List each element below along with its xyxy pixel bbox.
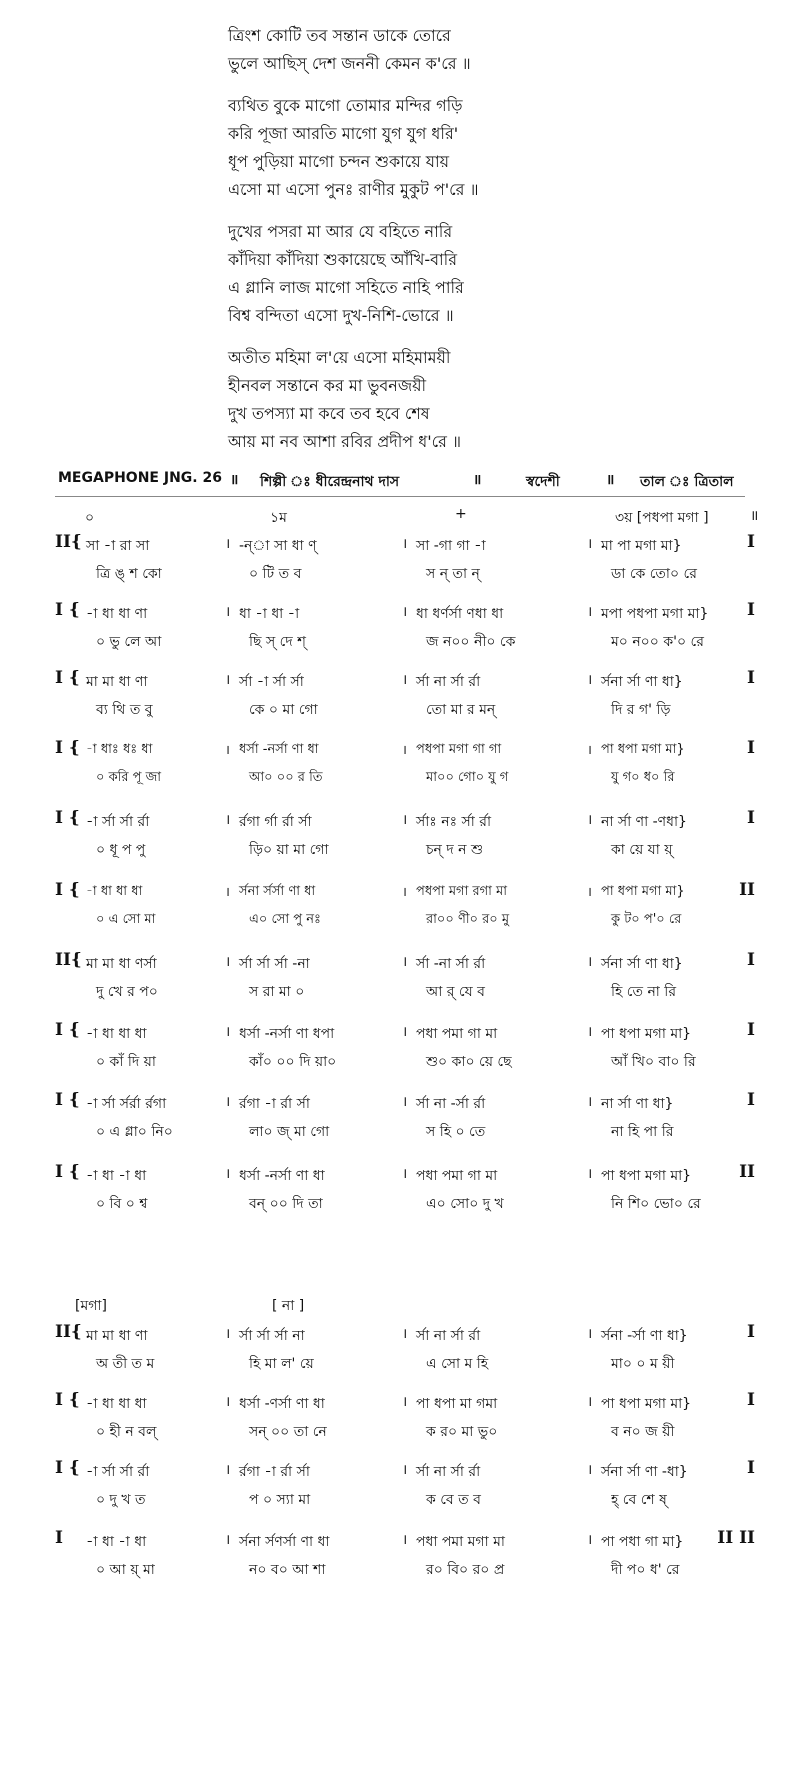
beat-marker: ৩য় [পধপা মগা ]: [615, 510, 709, 526]
annotation: [ না ]: [272, 1298, 305, 1314]
swaralipi-group: -া ধা ধা ণা: [86, 606, 148, 622]
lyric-syllables: মা০০ গো০ যু গ: [426, 770, 509, 785]
header-separator: ॥: [473, 472, 482, 488]
swaralipi-group: মা মা ধা ণর্সা: [86, 956, 157, 972]
swaralipi-group: -া ধা ধা ধা: [86, 1396, 147, 1412]
bar-line-end: II: [739, 880, 755, 900]
lyric-syllables: ০ করি পূ জা: [96, 770, 162, 785]
bar-line-start: II{: [55, 532, 82, 552]
bar-line-start: I {: [55, 880, 80, 900]
lyric-syllables: স ন্ তা ন্: [426, 566, 480, 582]
beat-divider: ।: [402, 672, 408, 688]
swaralipi-group: র্সা না র্সা র্রা: [416, 1464, 481, 1480]
beat-divider: ।: [402, 1326, 408, 1342]
swaralipi-group: না র্সা ণা ধা}: [601, 1096, 674, 1112]
lyric-syllables: চন্ দ ন শু: [426, 842, 484, 858]
swaralipi-group: ধর্সা -ণর্সা ণা ধা: [239, 1396, 325, 1412]
bar-line-end: I: [747, 1458, 755, 1478]
notation-row: [55, 1528, 755, 1584]
bar-line-end: II: [739, 1162, 755, 1182]
lyric-syllables: ০ বি ০ শ্ব: [96, 1196, 148, 1212]
lyric-syllables: এ০ সো০ দু খ: [426, 1196, 504, 1212]
lyric-syllables: কা য়ে যা য়্: [611, 842, 673, 858]
beat-divider: ।: [587, 604, 593, 620]
lyric-stanza: [228, 344, 748, 456]
lyric-syllables: কাঁ০ ০০ দি য়া০: [249, 1054, 337, 1070]
beat-divider: ।: [587, 1532, 593, 1548]
swaralipi-group: মপা পধপা মগা মা}: [601, 606, 709, 622]
swaralipi-group: ধা ধর্ণর্সা ণধা ধা: [416, 606, 504, 622]
lyric-line: ধূপ পুড়িয়া মাগো চন্দন শুকায়ে যায়: [228, 152, 450, 171]
swaralipi-group: পধপা মগা রগা মা: [416, 884, 508, 899]
swaralipi-group: -া ধা ধা ধা: [86, 1026, 147, 1042]
bar-line-start: I {: [55, 1390, 80, 1410]
beat-divider: ।: [402, 885, 407, 900]
swaralipi-group: সা -া রা সা: [86, 538, 150, 554]
beat-divider: ।: [225, 1326, 231, 1342]
beat-divider: ।: [402, 812, 408, 828]
swaralipi-group: র্সা -া র্সা র্সা: [239, 674, 304, 690]
beat-divider: ।: [587, 1462, 593, 1478]
beat-divider: ।: [402, 604, 408, 620]
lyric-line: দুখের পসরা মা আর যে বহিতে নারি: [228, 222, 453, 241]
swaralipi-group: র্সনা র্সণর্সা ণা ধা: [239, 1534, 330, 1550]
lyric-syllables: নি শি০ ভো০ রে: [611, 1196, 701, 1212]
beat-marker: ০: [85, 510, 95, 526]
beat-marker: ॥: [750, 508, 759, 524]
lyric-syllables: ক বে ত ব: [426, 1492, 481, 1508]
beat-divider: ।: [225, 672, 231, 688]
beat-divider: ।: [587, 743, 592, 758]
header-divider: [55, 496, 745, 497]
bar-line-start: I {: [55, 1020, 80, 1040]
lyric-syllables: ০ কাঁ দি য়া: [96, 1054, 156, 1070]
lyric-line: হীনবল সন্তানে কর মা ভুবনজয়ী: [228, 376, 427, 395]
lyric-syllables: হ্ বে শে ষ্: [611, 1492, 667, 1508]
swaralipi-group: পা ধপা মা গমা: [416, 1396, 498, 1412]
bar-line-start: I {: [55, 668, 80, 688]
swaralipi-group: র্সনা র্সা ণা ধা}: [601, 956, 683, 972]
notation-row: [55, 738, 755, 794]
lyric-syllables: এ০ সো পু নঃ: [249, 912, 321, 927]
beat-divider: ।: [225, 1394, 231, 1410]
bar-line-start: II{: [55, 1322, 82, 1342]
beat-divider: ।: [225, 954, 231, 970]
swaralipi-group: র্রগা -া র্রা র্সা: [239, 1464, 310, 1480]
beat-marker: +: [455, 506, 467, 522]
lyric-syllables: ০ হী ন বল্: [96, 1424, 157, 1440]
beat-divider: ।: [587, 812, 593, 828]
lyric-syllables: ০ ভু লে আ: [96, 634, 162, 650]
beat-divider: ।: [402, 1166, 408, 1182]
beat-marker: ১ম: [270, 510, 287, 526]
lyric-line: ত্রিংশ কোটি তব সন্তান ডাকে তোরে: [228, 26, 451, 45]
beat-divider: ।: [587, 954, 593, 970]
beat-divider: ।: [587, 1326, 593, 1342]
swaralipi-group: মা পা মগা মা}: [601, 538, 682, 554]
lyric-line: অতীত মহিমা ল'য়ে এসো মহিমাময়ী: [228, 348, 451, 367]
swaralipi-group: র্সা না র্সা র্রা: [416, 674, 481, 690]
beat-divider: ।: [587, 672, 593, 688]
bar-line-end: I: [747, 1390, 755, 1410]
swaralipi-group: পধা পমা গা মা: [416, 1026, 498, 1042]
swaralipi-group: মা মা ধা ণা: [86, 1328, 148, 1344]
lyric-syllables: ডা কে তো০ রে: [611, 566, 697, 582]
beat-divider: ।: [587, 536, 593, 552]
beat-divider: ।: [402, 1024, 408, 1040]
lyric-syllables: অ তী ত ম: [96, 1356, 155, 1372]
notation-row: [55, 880, 755, 936]
bar-line-end: II II: [717, 1528, 755, 1548]
swaralipi-group: পধা পমা মগা মা: [416, 1534, 505, 1550]
swaralipi-group: র্সনা র্সা ণা ধা}: [601, 674, 683, 690]
lyric-line: এ গ্লানি লাজ মাগো সহিতে নাহি পারি: [228, 278, 464, 297]
lyric-syllables: স হি ০ তে: [426, 1124, 486, 1140]
swaralipi-group: র্সনা র্সা ণা -ধা}: [601, 1464, 688, 1480]
swaralipi-group: পা ধপা মগা মা}: [601, 1396, 692, 1412]
swaralipi-group: পা ধপা মগা মা}: [601, 884, 685, 899]
swaralipi-group: -া ধা ধা ধা: [86, 884, 143, 899]
swaralipi-group: -া ধাঃ ধঃ ধা: [86, 742, 153, 757]
lyric-syllables: দি র গ' ড়ি: [611, 702, 671, 718]
lyric-line: করি পূজা আরতি মাগো যুগ যুগ ধরি': [228, 124, 459, 143]
lyric-syllables: স রা মা ০: [249, 984, 305, 1000]
lyric-syllables: ০ এ সো মা: [96, 912, 156, 927]
swaralipi-group: -া র্সা র্সা র্রা: [86, 814, 150, 830]
tala-name: তাল ঃ ত্রিতাল: [640, 474, 734, 490]
lyric-syllables: ০ আ য়্ মা: [96, 1562, 155, 1578]
beat-divider: ।: [225, 1532, 231, 1548]
bar-line-end: I: [747, 532, 755, 552]
bar-line-end: I: [747, 950, 755, 970]
header-separator: ॥: [230, 472, 239, 488]
lyric-syllables: ড়ি০ য়া মা গো: [249, 842, 329, 858]
bar-line-start: I {: [55, 600, 80, 620]
lyric-syllables: ব্য থি ত বু: [96, 702, 153, 718]
bar-line-end: I: [747, 1020, 755, 1040]
swaralipi-group: সা -গা গা -া: [416, 538, 486, 554]
swaralipi-group: পা পধা গা মা}: [601, 1534, 684, 1550]
bar-line-end: I: [747, 808, 755, 828]
swaralipi-group: র্সা র্সা র্সা -না: [239, 956, 310, 972]
notation-row: [55, 668, 755, 724]
song-genre: স্বদেশী: [526, 474, 560, 490]
swaralipi-group: পধপা মগা গা গা: [416, 742, 502, 757]
swaralipi-group: পা ধপা মগা মা}: [601, 1168, 692, 1184]
beat-divider: ।: [402, 1462, 408, 1478]
lyric-syllables: যু গ০ ধ০ রি: [611, 770, 675, 785]
beat-divider: ।: [587, 1024, 593, 1040]
lyric-syllables: র০ বি০ র০ প্র: [426, 1562, 505, 1578]
notation-row: [55, 1458, 755, 1514]
swaralipi-group: -া ধা -া ধা: [86, 1168, 147, 1184]
lyric-syllables: ক র০ মা ভু০: [426, 1424, 498, 1440]
lyric-syllables: ম০ ন০০ ক'০ রে: [611, 634, 704, 650]
beat-divider: ।: [587, 1166, 593, 1182]
beat-divider: ।: [225, 812, 231, 828]
lyric-syllables: হি মা ল' য়ে: [249, 1356, 314, 1372]
swaralipi-group: পধা পমা গা মা: [416, 1168, 498, 1184]
swaralipi-group: পা ধপা মগা মা}: [601, 1026, 692, 1042]
lyric-syllables: সন্ ০০ তা নে: [249, 1424, 327, 1440]
notation-row: [55, 950, 755, 1006]
record-header: [58, 470, 778, 494]
notation-row: [55, 600, 755, 656]
lyric-stanza: [228, 22, 748, 78]
beat-divider: ।: [225, 743, 230, 758]
beat-divider: ।: [402, 954, 408, 970]
beat-divider: ।: [402, 536, 408, 552]
lyric-syllables: বন্ ০০ দি তা: [249, 1196, 323, 1212]
lyric-syllables: লা০ জ্ মা গো: [249, 1124, 330, 1140]
lyric-syllables: ছি স্ দে শ্: [249, 634, 306, 650]
lyric-stanza: [228, 92, 748, 204]
bar-line-end: I: [747, 600, 755, 620]
beat-divider: ।: [225, 1024, 231, 1040]
lyric-syllables: ন০ ব০ আ শা: [249, 1562, 326, 1578]
beat-divider: ।: [225, 1166, 231, 1182]
swaralipi-group: র্সনা র্সর্সা ণা ধা: [239, 884, 316, 899]
lyric-syllables: দী প০ ধ' রে: [611, 1562, 680, 1578]
artist-name: শিল্পী ঃ ধীরেন্দ্রনাথ দাস: [260, 474, 400, 490]
bar-line-start: II{: [55, 950, 82, 970]
lyric-syllables: জ ন০০ নী০ কে: [426, 634, 516, 650]
lyric-line: বিশ্ব বন্দিতা এসো দুখ-নিশি-ভোরে ॥: [228, 306, 454, 325]
bar-line-end: I: [747, 1322, 755, 1342]
lyric-syllables: ০ ধূ প পু: [96, 842, 146, 858]
swaralipi-group: -া র্সা র্সর্রা র্রগা: [86, 1096, 167, 1112]
swaralipi-group: -ন্া সা ধা ণ্: [239, 538, 317, 554]
swaralipi-group: না র্সা ণা -ণধা}: [601, 814, 687, 830]
bar-line-end: I: [747, 1090, 755, 1110]
swaralipi-group: র্সা -না র্সা র্রা: [416, 956, 486, 972]
lyric-syllables: কু ট০ প'০ রে: [611, 912, 682, 927]
swaralipi-group: পা ধপা মগা মা}: [601, 742, 685, 757]
notation-row: [55, 1322, 755, 1378]
beat-divider: ।: [587, 885, 592, 900]
swaralipi-group: র্সাঃ নঃ র্সা র্রা: [416, 814, 492, 830]
record-label: MEGAPHONE JNG. 26: [58, 470, 222, 486]
swaralipi-group: র্রগা -া র্রা র্সা: [239, 1096, 310, 1112]
beat-divider: ।: [225, 604, 231, 620]
lyric-syllables: দু খে র প০: [96, 984, 158, 1000]
header-separator: ॥: [606, 472, 615, 488]
notation-row: [55, 808, 755, 864]
beat-divider: ।: [402, 1394, 408, 1410]
beat-divider: ।: [587, 1394, 593, 1410]
bar-line-start: I {: [55, 1162, 80, 1182]
beat-divider: ।: [402, 743, 407, 758]
bar-line-start: I {: [55, 1090, 80, 1110]
beat-divider: ।: [225, 1462, 231, 1478]
lyric-syllables: ০ এ গ্লা০ নি০: [96, 1124, 173, 1140]
notation-row: [55, 532, 755, 588]
swaralipi-group: ধর্সা -নর্সা ণা ধপা: [239, 1026, 335, 1042]
lyric-syllables: শু০ কা০ য়ে ছে: [426, 1054, 512, 1070]
lyric-stanza: [228, 218, 748, 330]
lyric-line: ভুলে আছিস্ দেশ জননী কেমন ক'রে ॥: [228, 54, 471, 73]
annotation: [মগা]: [75, 1298, 107, 1314]
bar-line-start: I {: [55, 1458, 80, 1478]
lyric-line: কাঁদিয়া কাঁদিয়া শুকায়েছে আঁখি-বারি: [228, 250, 458, 269]
lyric-syllables: কে ০ মা গো: [249, 702, 318, 718]
lyric-syllables: না হি পা রি: [611, 1124, 674, 1140]
swaralipi-group: ধর্সা -নর্সা ণা ধা: [239, 742, 319, 757]
beat-divider: ।: [402, 1094, 408, 1110]
swaralipi-group: র্সা না র্সা র্রা: [416, 1328, 481, 1344]
swaralipi-group: -া ধা -া ধা: [86, 1534, 147, 1550]
notation-row: [55, 1020, 755, 1076]
lyric-syllables: আঁ খি০ বা০ রি: [611, 1054, 696, 1070]
bar-line-start: I {: [55, 738, 80, 758]
notation-row: [55, 1090, 755, 1146]
lyrics-block: [228, 22, 748, 470]
lyric-syllables: ০ টি ত ব: [249, 566, 302, 582]
bar-line-end: I: [747, 738, 755, 758]
bar-line-start: I {: [55, 808, 80, 828]
beat-divider: ।: [587, 1094, 593, 1110]
beat-divider: ।: [402, 1532, 408, 1548]
lyric-syllables: ব ন০ জ য়ী: [611, 1424, 675, 1440]
swaralipi-group: ধা -া ধা -া: [239, 606, 300, 622]
lyric-syllables: হি তে না রি: [611, 984, 677, 1000]
lyric-line: আয় মা নব আশা রবির প্রদীপ ধ'রে ॥: [228, 432, 462, 451]
beat-markers: [60, 506, 780, 530]
bar-line-end: I: [747, 668, 755, 688]
lyric-syllables: রা০০ ণী০ র০ মু: [426, 912, 510, 927]
lyric-syllables: ত্রি ঙ্ শ কো: [96, 566, 162, 582]
lyric-syllables: মা০ ০ ম য়ী: [611, 1356, 675, 1372]
lyric-syllables: আ০ ০০ র তি: [249, 770, 323, 785]
notation-row: [55, 1390, 755, 1446]
swaralipi-group: ধর্সা -নর্সা ণা ধা: [239, 1168, 325, 1184]
lyric-syllables: আ র্ যে ব: [426, 984, 485, 1000]
swaralipi-group: মা মা ধা ণা: [86, 674, 148, 690]
lyric-syllables: তো মা র মন্: [426, 702, 496, 718]
lyric-line: দুখ তপস্যা মা কবে তব হবে শেষ: [228, 404, 430, 423]
lyric-syllables: এ সো ম হি: [426, 1356, 489, 1372]
lyric-syllables: ০ দু খ ত: [96, 1492, 146, 1508]
swaralipi-group: -া র্সা র্সা র্রা: [86, 1464, 150, 1480]
swaralipi-group: র্সা র্সা র্সা না: [239, 1328, 305, 1344]
lyric-syllables: প ০ স্যা মা: [249, 1492, 311, 1508]
swaralipi-group: র্রগা র্গা র্রা র্সা: [239, 814, 312, 830]
beat-divider: ।: [225, 536, 231, 552]
beat-divider: ।: [225, 885, 230, 900]
swaralipi-group: র্সা না -র্সা র্রা: [416, 1096, 486, 1112]
notation-row: [55, 1162, 755, 1218]
swaralipi-group: র্সনা -র্সা ণা ধা}: [601, 1328, 688, 1344]
bar-line-start: I: [55, 1528, 63, 1548]
lyric-line: এসো মা এসো পুনঃ রাণীর মুকুট প'রে ॥: [228, 180, 479, 199]
beat-divider: ।: [225, 1094, 231, 1110]
lyric-line: ব্যথিত বুকে মাগো তোমার মন্দির গড়ি: [228, 96, 463, 115]
